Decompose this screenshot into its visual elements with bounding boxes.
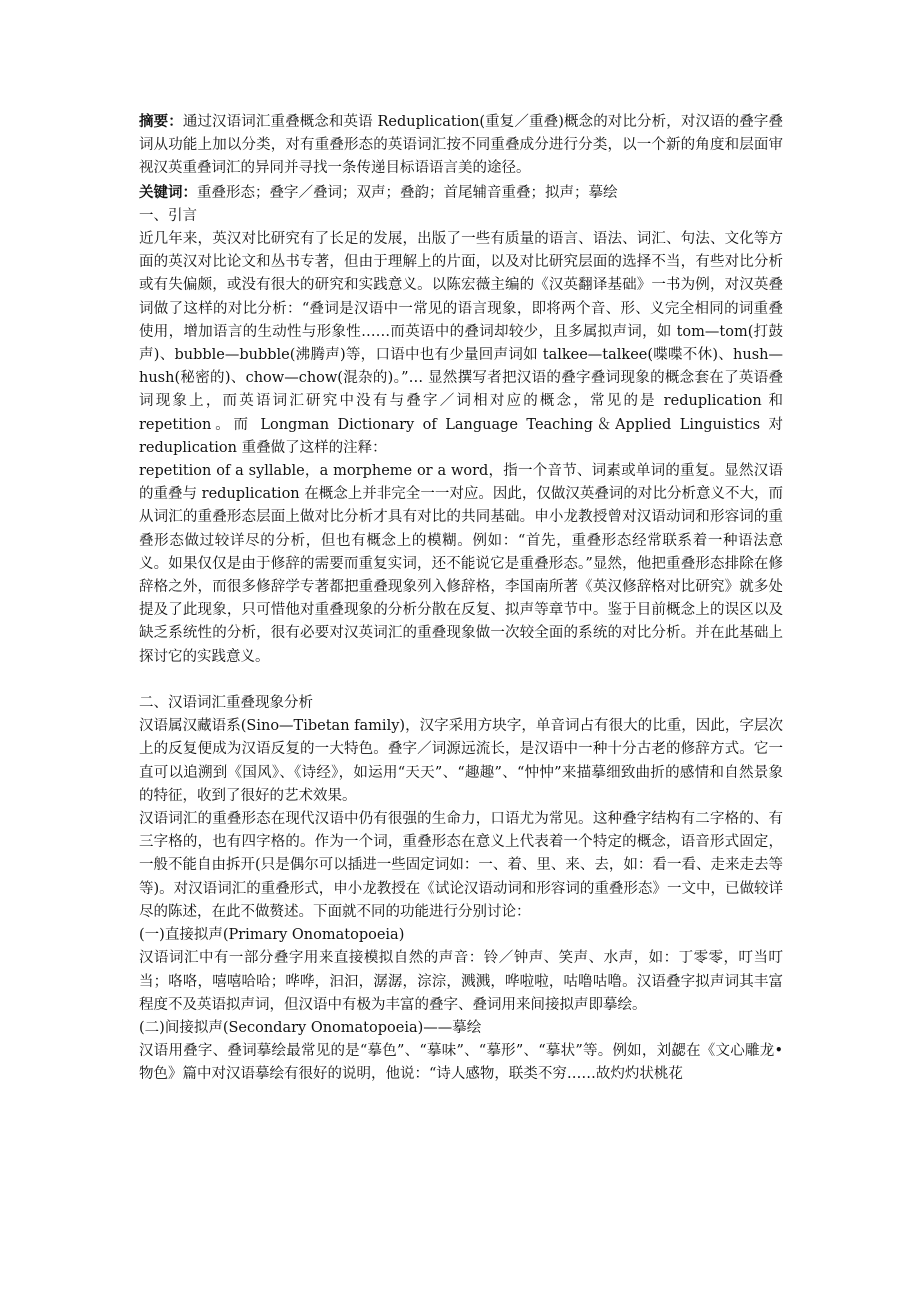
section2-title: 二、汉语词汇重叠现象分析 <box>139 695 313 712</box>
blank-line <box>139 669 783 692</box>
section2-paragraph-1: 汉语属汉藏语系(Sino—Tibetan family)，汉字采用方块字，单音词占有很大的比重，因此，字层次上的反复便成为汉语反复的一大特色。叠字／词源远流长，是汉语中一种十分古老的修辞方式。它一直可以追溯到《国风》、《诗经》，如运用“天天”、“趣趣”、“忡忡”来描摹细致曲折的感情和自然景象的特征，收到了很好的艺术效果。 <box>139 718 783 804</box>
section2-paragraph-2: 汉语词汇的重叠形态在现代汉语中仍有很强的生命力，口语尤为常见。这种叠字结构有二字格的、有三字格的，也有四字格的。作为一个词，重叠形态在意义上代表着一个特定的概念，语音形式固定，一般不能自由拆开(只是偶尔可以插进一些固定词如：一、着、里、来、去，如：看一看、走来走去等等)。对汉语词汇的重叠形式，申小龙教授在《试论汉语动词和形容词的重叠形态》一文中，已做较详尽的陈述，在此不做赘述。下面就不同的功能进行分别讨论： <box>139 811 783 920</box>
section1-title: 一、引言 <box>139 207 197 224</box>
document-page <box>139 110 783 1087</box>
abstract-paragraph <box>139 110 783 181</box>
abstract-text: 通过汉语词汇重叠概念和英语 Reduplication(重复／重叠)概念的对比分析，对汉语的叠字叠词从功能上加以分类，对有重叠形态的英语词汇按不同重叠成分进行分类，以一个新的角度和层面审视汉英重叠词汇的异同并寻找一条传递目标语语言美的途径。 <box>139 114 783 177</box>
subsection2-title: (二)间接拟声(Secondary Onomatopoeia)——摹绘 <box>139 1019 482 1036</box>
section1-paragraph-2: repetition of a syllable，a morpheme or a word，指一个音节、词素或单词的重复。显然汉语的重叠与 reduplication 在概念上并非完全一一对应。因此，仅做汉英叠词的对比分析意义不大，而从词汇的重叠形态层面上做对比分析才具有对比的共同基础。申小龙教授曾对汉语动词和形容词的重叠形态做过较详尽的分析，但也有概念上的模糊。例如：“首先，重叠形态经常联系着一种语法意义。如果仅仅是由于修辞的需要而重复实词，还不能说它是重叠形态。”显然，他把重叠形态排除在修辞格之外，而很多修辞学专著都把重叠现象列入修辞格，李国南所著《英汉修辞格对比研究》就多处提及了此现象，只可惜他对重叠现象的分析分散在反复、拟声等章节中。鉴于目前概念上的误区以及缺乏系统性的分析，很有必要对汉英词汇的重叠现象做一次较全面的系统的对比分析。并在此基础上探讨它的实践意义。 <box>139 463 783 665</box>
keywords-text: 重叠形态；叠字／叠词；双声；叠韵；首尾辅音重叠；拟声；摹绘 <box>197 184 618 201</box>
subsection2-paragraph: 汉语用叠字、叠词摹绘最常见的是“摹色”、“摹味”、“摹形”、“摹状”等。例如，刘勰在《文心雕龙•物色》篇中对汉语摹绘有很好的说明，他说：“诗人感物，联类不穷……故灼灼状桃花 <box>139 1043 783 1083</box>
section1-paragraph-1: 近几年来，英汉对比研究有了长足的发展，出版了一些有质量的语言、语法、词汇、句法、文化等方面的英汉对比论文和丛书专著，但由于理解上的片面，以及对比研究层面的选择不当，有些对比分析或有失偏颇，或没有很大的研究和实践意义。以陈宏薇主编的《汉英翻译基础》一书为例，对汉英叠词做了这样的对比分析：“叠词是汉语中一常见的语言现象，即将两个音、形、义完全相同的词重叠使用，增加语言的生动性与形象性……而英语中的叠词却较少，且多属拟声词，如 tom—tom(打鼓声)、bubble—bubble(沸腾声)等，口语中也有少量回声词如 talkee—talkee(喋喋不休)、hush—hush(秘密的)、chow—chow(混杂的)。”… 显然撰写者把汉语的叠字叠词现象的概念套在了英语叠词现象上，而英语词汇研究中没有与叠字／词相对应的概念，常见的是 reduplication 和 repetition。而 Longman Dictionary of Language Teaching＆Applied Linguistics 对 reduplication 重叠做了这样的注释： <box>139 231 783 456</box>
keywords-label: 关键词： <box>139 183 197 201</box>
abstract-label: 摘要： <box>139 113 183 130</box>
keywords-paragraph <box>139 181 783 205</box>
subsection1-title: (一)直接拟声(Primary Onomatopoeia) <box>139 927 405 944</box>
subsection1-paragraph: 汉语词汇中有一部分叠字用来直接模拟自然的声音：铃／钟声、笑声、水声，如：丁零零，叮当叮当；咯咯，嘻嘻哈哈；哗哗，汩汩，潺潺，淙淙，溅溅，哗啦啦，咕噜咕噜。汉语叠字拟声词其丰富程度不及英语拟声词，但汉语中有极为丰富的叠字、叠词用来间接拟声即摹绘。 <box>139 950 783 1013</box>
